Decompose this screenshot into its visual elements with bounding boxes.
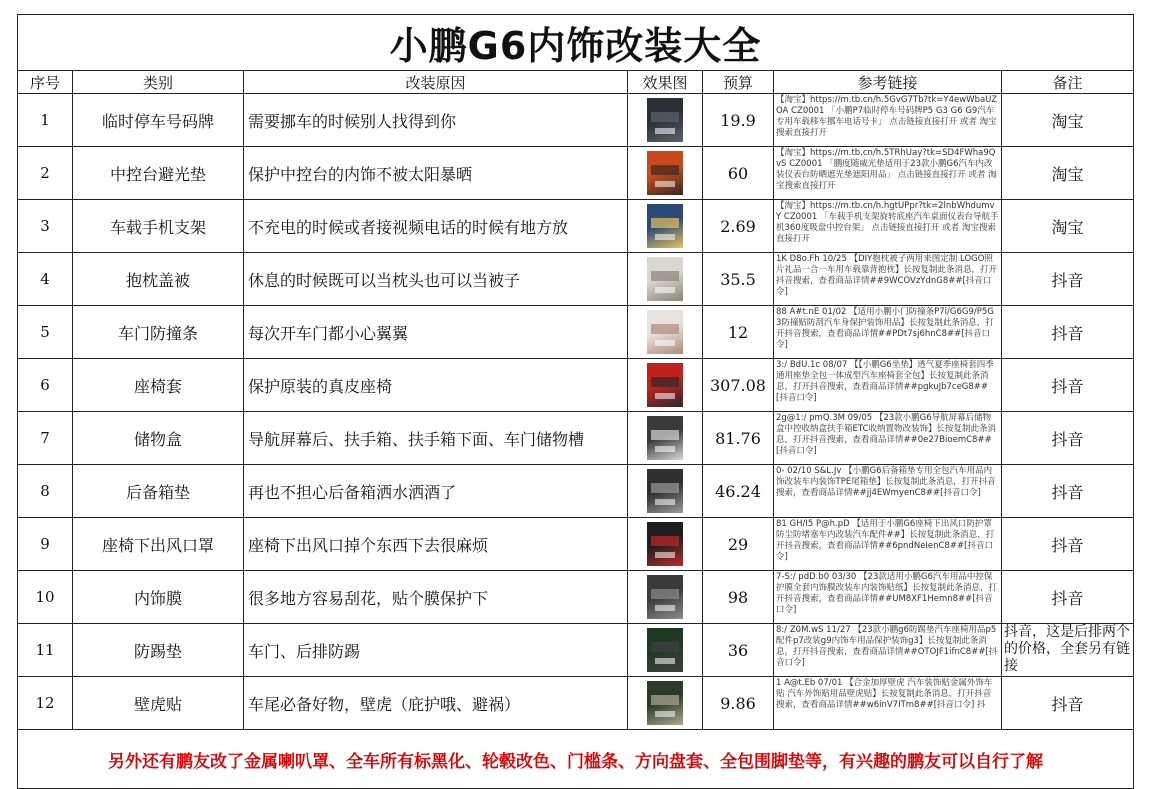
row-reason: 不充电的时候或者接视频电话的时候有地方放: [244, 200, 628, 253]
row-reference-link[interactable]: 【淘宝】https://m.tb.cn/h.5TRhUay?tk=SD4FWha9QvS CZ0001 「鹏度随威光垫适用于23款小鹏G6汽车内改装仪表台防晒遮光垫遮阳用品」 点击链接直接打开 或者 淘宝搜索直接打开: [774, 147, 1002, 200]
row-image-cell: [628, 518, 703, 571]
table-row: [18, 147, 1134, 200]
row-image-cell: [628, 465, 703, 518]
row-index: 6: [18, 359, 73, 412]
product-thumbnail: [647, 575, 683, 619]
row-price: 46.24: [703, 465, 774, 518]
row-index: 11: [18, 624, 73, 677]
row-note: 抖音: [1002, 465, 1134, 518]
row-reference-link[interactable]: 1 A@t.Eb 07/01 【合金加厚壁虎 汽车装饰贴金属外饰车贴 汽车外饰贴用品壁虎贴】长按复制此条消息，打开抖音搜索，查看商品详情##w6inV7ITm8##[抖音口令] 抖: [774, 677, 1002, 730]
row-reference-link[interactable]: 2g@1:/ pmQ.3M 09/05 【23款小鹏G6导航屏幕后储物盒中控收纳盒扶手箱ETC收纳置物改装饰】长按复制此条消息，打开抖音搜索，查看商品详情##0e27BioemC8##[抖音口令]: [774, 412, 1002, 465]
header-reason: 改装原因: [244, 71, 628, 94]
mod-table: [17, 14, 1134, 789]
row-reference-link[interactable]: 88 A#t.nE 01/02 【适用小鹏小门防撞条P7i/G6G9/P5G3防撞贴防刮汽车身保护装饰用品】长按复制此条消息，打开抖音搜索，查看商品详情##PDt7sj6hnC8##[抖音口令]: [774, 306, 1002, 359]
row-note: 抖音: [1002, 359, 1134, 412]
row-note: 淘宝: [1002, 200, 1134, 253]
row-category: 车门防撞条: [73, 306, 244, 359]
row-reason: 车门、后排防踢: [244, 624, 628, 677]
row-reason: 保护原装的真皮座椅: [244, 359, 628, 412]
row-index: 12: [18, 677, 73, 730]
product-thumbnail: [647, 310, 683, 354]
header-image: 效果图: [628, 71, 703, 94]
row-price: 29: [703, 518, 774, 571]
header-row: [18, 71, 1134, 94]
row-reason: 再也不担心后备箱洒水洒酒了: [244, 465, 628, 518]
row-index: 9: [18, 518, 73, 571]
row-index: 4: [18, 253, 73, 306]
row-price: 19.9: [703, 94, 774, 147]
row-category: 临时停车号码牌: [73, 94, 244, 147]
row-note: 抖音: [1002, 306, 1134, 359]
row-index: 1: [18, 94, 73, 147]
table-row: [18, 200, 1134, 253]
row-category: 壁虎贴: [73, 677, 244, 730]
row-price: 9.86: [703, 677, 774, 730]
row-reason: 保护中控台的内饰不被太阳暴晒: [244, 147, 628, 200]
row-image-cell: [628, 200, 703, 253]
row-reason: 车尾必备好物，壁虎（庇护哦、避祸）: [244, 677, 628, 730]
row-reference-link[interactable]: 【淘宝】https://m.tb.cn/h.hgtUPpr?tk=2lnbWhdumvY CZ0001 「车载手机支架旋转底座汽车桌面仪表台导航手机360度吸盘中控台架」 点击链接直接打开 或者 淘宝搜索直接打开: [774, 200, 1002, 253]
product-thumbnail: [647, 681, 683, 725]
table-row: [18, 571, 1134, 624]
table-row: [18, 412, 1134, 465]
header-category: 类别: [73, 71, 244, 94]
row-category: 座椅套: [73, 359, 244, 412]
row-reference-link[interactable]: 8:/ Z0M.wS 11/27 【23款小鹏g6防踢垫汽车座椅用品p5配件p7改装g9内饰车用品保护装饰g3】长按复制此条消息，打开抖音搜索，查看商品详情##OTOJF1ifnC8##[抖音口令]: [774, 624, 1002, 677]
row-image-cell: [628, 306, 703, 359]
table-row: [18, 518, 1134, 571]
row-index: 5: [18, 306, 73, 359]
product-thumbnail: [647, 204, 683, 248]
row-note: 淘宝: [1002, 147, 1134, 200]
row-price: 60: [703, 147, 774, 200]
row-price: 12: [703, 306, 774, 359]
row-index: 8: [18, 465, 73, 518]
row-category: 后备箱垫: [73, 465, 244, 518]
row-note: 抖音: [1002, 518, 1134, 571]
row-image-cell: [628, 412, 703, 465]
product-thumbnail: [647, 363, 683, 407]
product-thumbnail: [647, 522, 683, 566]
row-image-cell: [628, 359, 703, 412]
row-category: 防踢垫: [73, 624, 244, 677]
row-image-cell: [628, 94, 703, 147]
product-thumbnail: [647, 469, 683, 513]
row-category: 车载手机支架: [73, 200, 244, 253]
row-category: 抱枕盖被: [73, 253, 244, 306]
row-category: 储物盒: [73, 412, 244, 465]
row-category: 内饰膜: [73, 571, 244, 624]
row-reference-link[interactable]: 7-S:/ pdD.b0 03/30 【23款适用小鹏G6汽车用品中控保护膜全套内饰膜改装车内装饰贴纸】长按复制此条消息，打开抖音搜索，查看商品详情##UM8XF1Hemn8##[抖音口令]: [774, 571, 1002, 624]
row-price: 2.69: [703, 200, 774, 253]
row-image-cell: [628, 147, 703, 200]
row-reference-link[interactable]: 81 GH/I5 P@h.pD 【适用于小鹏G6座椅下出风口防护罩防尘防堵塞车内改装汽车配件##】长按复制此条消息，打开抖音搜索，查看商品详情##6pndNeIenC8##[抖音口令]: [774, 518, 1002, 571]
row-index: 2: [18, 147, 73, 200]
row-index: 7: [18, 412, 73, 465]
spreadsheet: [17, 14, 1133, 772]
product-thumbnail: [647, 98, 683, 142]
table-row: [18, 624, 1134, 677]
product-thumbnail: [647, 257, 683, 301]
row-image-cell: [628, 677, 703, 730]
row-reason: 导航屏幕后、扶手箱、扶手箱下面、车门储物槽: [244, 412, 628, 465]
row-reference-link[interactable]: 1K D8o.Fh 10/25 【DIY抱枕被子两用来图定制 LOGO照片礼品一合一车用车载靠背抱枕】长按复制此条消息，打开抖音搜索，查看商品详情##9WCOVzYdnG8##[抖音口令]: [774, 253, 1002, 306]
product-thumbnail: [647, 416, 683, 460]
header-link: 参考链接: [774, 71, 1002, 94]
row-note: 抖音: [1002, 412, 1134, 465]
row-note: 抖音，这是后排两个的价格，全套另有链接: [1002, 624, 1134, 677]
row-reason: 需要挪车的时候别人找得到你: [244, 94, 628, 147]
row-index: 3: [18, 200, 73, 253]
row-price: 307.08: [703, 359, 774, 412]
page-title: 小鹏G6内饰改装大全: [18, 15, 1134, 71]
header-index: 序号: [18, 71, 73, 94]
table-row: [18, 465, 1134, 518]
row-price: 98: [703, 571, 774, 624]
row-reference-link[interactable]: 【淘宝】https://m.tb.cn/h.5GvG7Tb?tk=Y4ewWbaUZOA CZ0001 「小鹏P7临时停车号码牌P5 G3 G6 G9汽车专用车载移车挪车电话号卡」 点击链接直接打开 或者 淘宝搜索直接打开: [774, 94, 1002, 147]
row-category: 中控台避光垫: [73, 147, 244, 200]
row-price: 35.5: [703, 253, 774, 306]
row-reason: 休息的时候既可以当枕头也可以当被子: [244, 253, 628, 306]
row-reference-link[interactable]: 0- 02/10 S&L.Jv 【小鹏G6后备箱垫专用全包汽车用品内饰改装车内装饰TPE尾箱垫】长按复制此条消息，打开抖音搜索，查看商品详情##jj4EWmyenC8##[抖音口令]: [774, 465, 1002, 518]
row-reference-link[interactable]: 3:/ BdU.1c 08/07 【【小鹏G6坐垫】透气夏季座椅套四季通用座垫全包一体成型汽车座椅套全包】长按复制此条消息，打开抖音搜索，查看商品详情##pgkuJb7ceG8##[抖音口令]: [774, 359, 1002, 412]
row-category: 座椅下出风口罩: [73, 518, 244, 571]
row-reason: 每次开车门都小心翼翼: [244, 306, 628, 359]
product-thumbnail: [647, 628, 683, 672]
table-row: [18, 253, 1134, 306]
row-price: 36: [703, 624, 774, 677]
row-image-cell: [628, 253, 703, 306]
table-row: [18, 94, 1134, 147]
row-note: 抖音: [1002, 677, 1134, 730]
row-image-cell: [628, 571, 703, 624]
header-note: 备注: [1002, 71, 1134, 94]
row-reason: 座椅下出风口掉个东西下去很麻烦: [244, 518, 628, 571]
row-note: 淘宝: [1002, 94, 1134, 147]
row-note: 抖音: [1002, 253, 1134, 306]
table-row: [18, 677, 1134, 730]
row-index: 10: [18, 571, 73, 624]
row-price: 81.76: [703, 412, 774, 465]
row-reason: 很多地方容易刮花，贴个膜保护下: [244, 571, 628, 624]
row-image-cell: [628, 624, 703, 677]
table-row: [18, 359, 1134, 412]
header-price: 预算: [703, 71, 774, 94]
product-thumbnail: [647, 151, 683, 195]
row-note: 抖音: [1002, 571, 1134, 624]
footer-note: 另外还有鹏友改了金属喇叭罩、全车所有标黑化、轮毂改色、门槛条、方向盘套、全包围脚垫等，有兴趣的鹏友可以自行了解: [18, 730, 1134, 789]
table-row: [18, 306, 1134, 359]
